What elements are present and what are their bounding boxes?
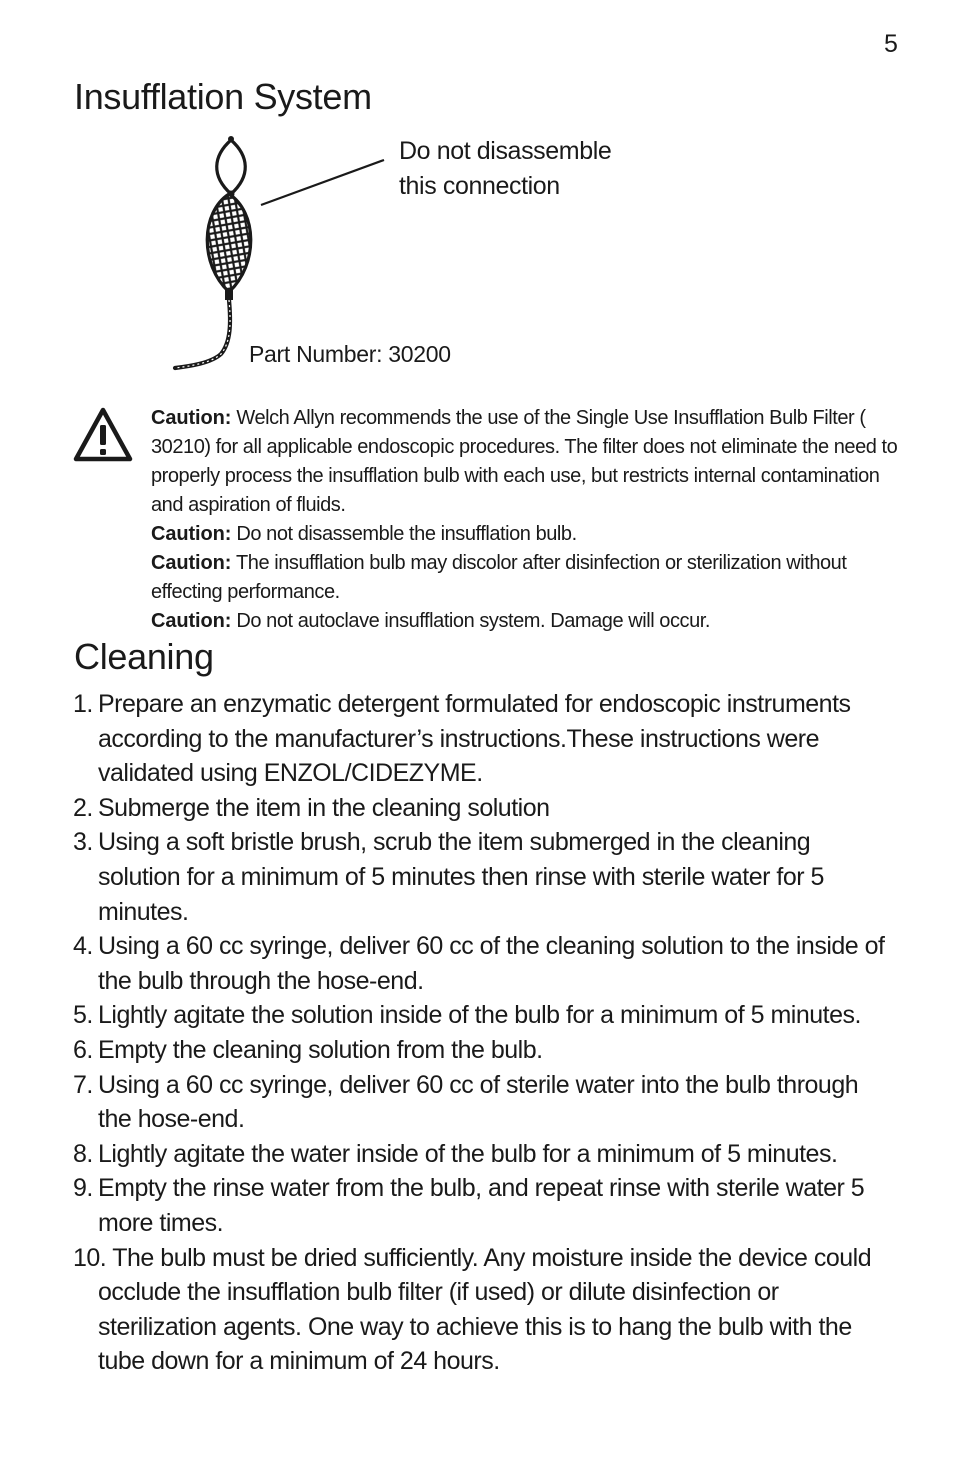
step-number: 8. [73, 1139, 93, 1168]
page-number: 5 [884, 30, 898, 58]
caution-disassemble [151, 520, 911, 549]
list-item [73, 687, 893, 791]
step-number: 4. [73, 932, 93, 961]
warning-triangle-icon [72, 406, 134, 464]
step-number: 5. [73, 1001, 93, 1030]
callout-line-2: this connection [399, 172, 560, 200]
caution-text: The insufflation bulb may discolor after disinfection or sterilization without effecting performance. [151, 552, 847, 603]
caution-text: Do not autoclave insufflation system. Damage will occur. [231, 610, 710, 632]
step-text: Using a 60 cc syringe, deliver 60 cc of sterile water into the bulb through the hose-end. [98, 1070, 859, 1134]
caution-label: Caution: [151, 407, 232, 429]
caution-block [151, 404, 911, 636]
step-text: Lightly agitate the water inside of the bulb for a minimum of 5 minutes. [98, 1139, 838, 1168]
section-title-insufflation: Insufflation System [74, 76, 372, 117]
callout-text [399, 134, 611, 204]
step-text: Using a 60 cc syringe, deliver 60 cc of the cleaning solution to the inside of the bulb through the hose-end. [98, 932, 885, 995]
list-item [73, 1171, 893, 1240]
caution-text: Welch Allyn recommends the use of the Single Use Insufflation Bulb Filter ( 30210) for all applicable endoscopic procedures. The filter does not eliminate the need to properly process the insufflation bulb with each use, but restricts internal contamination and aspiration of fluids. [151, 407, 898, 516]
step-number: 3. [73, 828, 93, 857]
list-item [73, 1241, 893, 1379]
step-text: Empty the rinse water from the bulb, and repeat rinse with sterile water 5 more times. [98, 1174, 865, 1237]
step-number: 7. [73, 1070, 93, 1099]
caution-discolor [151, 549, 911, 607]
list-item [73, 791, 893, 826]
step-text: Lightly agitate the solution inside of the bulb for a minimum of 5 minutes. [98, 1001, 861, 1030]
caution-filter [151, 404, 911, 520]
step-text: Using a soft bristle brush, scrub the item submerged in the cleaning solution for a minimum of 5 minutes then rinse with sterile water for 5 minutes. [98, 828, 824, 926]
caution-text: Do not disassemble the insufflation bulb. [231, 523, 577, 545]
step-number: 10. [73, 1243, 107, 1272]
list-item [73, 929, 893, 998]
list-item [73, 825, 893, 929]
caution-autoclave [151, 607, 911, 636]
list-item [73, 1033, 893, 1068]
step-text: Prepare an enzymatic detergent formulated for endoscopic instruments according to the manufacturer’s instructions.These instructions were validated using ENZOL/CIDEZYME. [98, 690, 851, 788]
part-number-label: Part Number: 30200 [249, 341, 451, 367]
section-title-cleaning: Cleaning [74, 636, 214, 677]
list-item [73, 1137, 893, 1172]
caution-label: Caution: [151, 552, 232, 574]
list-item [73, 998, 893, 1033]
step-text: The bulb must be dried sufficiently. Any moisture inside the device could occlude the insufflation bulb filter (if used) or dilute disinfection or sterilization agents. One way to achieve this is to hang the bulb with the tube down for a minimum of 24 hours. [98, 1243, 872, 1376]
step-number: 2. [73, 793, 93, 822]
step-number: 6. [73, 1035, 93, 1064]
caution-label: Caution: [151, 610, 232, 632]
step-text: Submerge the item in the cleaning solution [98, 793, 550, 822]
callout-line-1: Do not disassemble [399, 137, 612, 165]
step-number: 9. [73, 1174, 93, 1203]
list-item [73, 1068, 893, 1137]
cleaning-steps-list [73, 687, 893, 1379]
step-number: 1. [73, 690, 93, 718]
caution-label: Caution: [151, 523, 232, 545]
step-text: Empty the cleaning solution from the bulb. [98, 1035, 543, 1064]
